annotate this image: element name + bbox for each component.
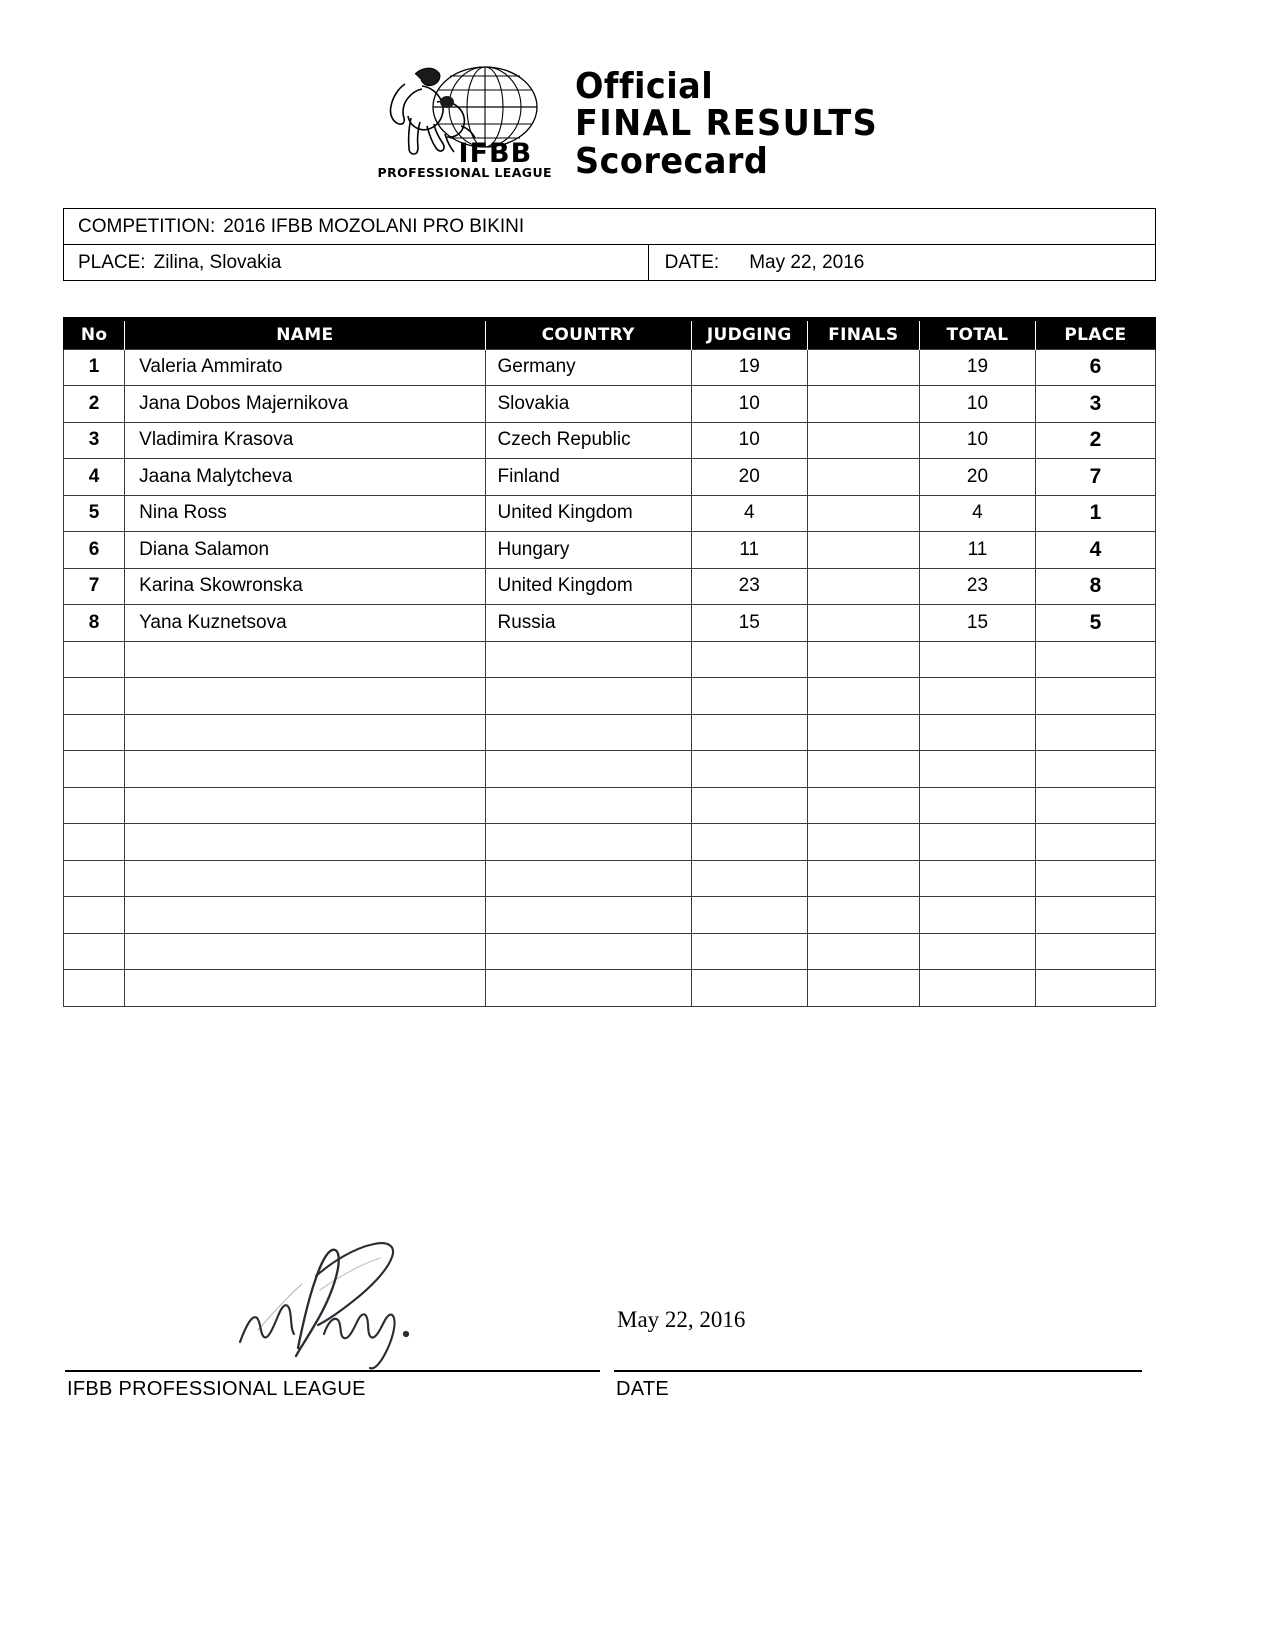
signature-label-league: IFBB PROFESSIONAL LEAGUE xyxy=(67,1378,366,1400)
table-row xyxy=(64,824,1156,861)
table-row xyxy=(64,459,1156,496)
title-line-official: Official xyxy=(574,65,713,107)
competition-value: 2016 IFBB MOZOLANI PRO BIKINI xyxy=(223,215,525,237)
column-header-finals: FINALS xyxy=(807,319,919,349)
cell-finals xyxy=(807,386,919,423)
column-header-no: No xyxy=(64,319,125,349)
competition-label: COMPETITION: xyxy=(78,215,216,237)
cell-country xyxy=(485,860,691,897)
document-header xyxy=(0,58,1275,188)
cell-no: 2 xyxy=(64,386,125,423)
cell-judging: 19 xyxy=(691,349,807,386)
cell-name xyxy=(125,933,485,970)
cell-name: Nina Ross xyxy=(125,495,485,532)
cell-name: Karina Skowronska xyxy=(125,568,485,605)
cell-name: Jana Dobos Majernikova xyxy=(125,386,485,423)
table-row xyxy=(64,532,1156,569)
column-header-judging: JUDGING xyxy=(691,319,807,349)
cell-name: Valeria Ammirato xyxy=(125,349,485,386)
column-header-total: TOTAL xyxy=(920,319,1036,349)
cell-name xyxy=(125,860,485,897)
cell-total: 10 xyxy=(920,386,1036,423)
cell-total xyxy=(920,970,1036,1007)
cell-judging: 11 xyxy=(691,532,807,569)
cell-no xyxy=(64,641,125,678)
cell-finals xyxy=(807,787,919,824)
table-row xyxy=(64,641,1156,678)
cell-name: Jaana Malytcheva xyxy=(125,459,485,496)
cell-name: Vladimira Krasova xyxy=(125,422,485,459)
cell-place xyxy=(1035,824,1155,861)
cell-finals xyxy=(807,568,919,605)
cell-no xyxy=(64,824,125,861)
cell-total xyxy=(920,897,1036,934)
signature-line-date xyxy=(614,1370,1142,1372)
cell-total: 4 xyxy=(920,495,1036,532)
competition-cell xyxy=(64,209,1155,244)
cell-name xyxy=(125,714,485,751)
table-body xyxy=(64,349,1156,1006)
signature-label-date: DATE xyxy=(616,1378,670,1400)
cell-place: 3 xyxy=(1035,386,1155,423)
cell-no: 7 xyxy=(64,568,125,605)
cell-country: Germany xyxy=(485,349,691,386)
cell-total: 10 xyxy=(920,422,1036,459)
cell-judging xyxy=(691,714,807,751)
cell-place xyxy=(1035,641,1155,678)
cell-name xyxy=(125,897,485,934)
table-row xyxy=(64,605,1156,642)
cell-no xyxy=(64,751,125,788)
cell-place xyxy=(1035,970,1155,1007)
table-row xyxy=(64,714,1156,751)
cell-judging: 20 xyxy=(691,459,807,496)
cell-judging xyxy=(691,678,807,715)
cell-no xyxy=(64,933,125,970)
results-table xyxy=(63,317,1156,1007)
cell-judging xyxy=(691,897,807,934)
cell-judging xyxy=(691,860,807,897)
cell-country xyxy=(485,641,691,678)
cell-finals xyxy=(807,641,919,678)
cell-no xyxy=(64,860,125,897)
cell-finals xyxy=(807,495,919,532)
cell-finals xyxy=(807,714,919,751)
cell-total xyxy=(920,860,1036,897)
cell-judging xyxy=(691,641,807,678)
cell-name: Diana Salamon xyxy=(125,532,485,569)
cell-no xyxy=(64,970,125,1007)
date-label: DATE: xyxy=(664,251,720,273)
cell-total xyxy=(920,678,1036,715)
cell-total: 15 xyxy=(920,605,1036,642)
cell-no: 8 xyxy=(64,605,125,642)
logo-ifbb-text: IFBB xyxy=(458,138,533,169)
cell-name xyxy=(125,824,485,861)
competition-row xyxy=(64,209,1155,245)
table-row xyxy=(64,568,1156,605)
cell-name xyxy=(125,970,485,1007)
cell-place xyxy=(1035,678,1155,715)
cell-total xyxy=(920,933,1036,970)
table-row xyxy=(64,897,1156,934)
cell-judging: 23 xyxy=(691,568,807,605)
cell-name xyxy=(125,641,485,678)
cell-place: 5 xyxy=(1035,605,1155,642)
cell-place xyxy=(1035,751,1155,788)
place-label: PLACE: xyxy=(78,251,146,273)
cell-finals xyxy=(807,532,919,569)
cell-total xyxy=(920,824,1036,861)
cell-country: Hungary xyxy=(485,532,691,569)
table-row xyxy=(64,495,1156,532)
cell-place xyxy=(1035,897,1155,934)
cell-place: 6 xyxy=(1035,349,1155,386)
competition-info-box xyxy=(63,208,1156,281)
cell-total xyxy=(920,641,1036,678)
cell-country xyxy=(485,933,691,970)
cell-no: 5 xyxy=(64,495,125,532)
cell-finals xyxy=(807,933,919,970)
cell-finals xyxy=(807,860,919,897)
cell-no: 6 xyxy=(64,532,125,569)
cell-country xyxy=(485,970,691,1007)
cell-place xyxy=(1035,787,1155,824)
cell-place xyxy=(1035,933,1155,970)
column-header-country: COUNTRY xyxy=(485,319,691,349)
handwritten-signature xyxy=(228,1230,588,1370)
cell-finals xyxy=(807,422,919,459)
cell-country xyxy=(485,678,691,715)
table-row xyxy=(64,751,1156,788)
logo-league-text: PROFESSIONAL LEAGUE xyxy=(377,165,552,180)
cell-finals xyxy=(807,678,919,715)
cell-no: 3 xyxy=(64,422,125,459)
cell-place: 8 xyxy=(1035,568,1155,605)
cell-judging: 10 xyxy=(691,422,807,459)
place-cell xyxy=(64,245,648,280)
cell-place: 4 xyxy=(1035,532,1155,569)
column-header-place: PLACE xyxy=(1035,319,1155,349)
cell-no xyxy=(64,897,125,934)
cell-total: 19 xyxy=(920,349,1036,386)
cell-name xyxy=(125,678,485,715)
cell-country: United Kingdom xyxy=(485,568,691,605)
cell-name xyxy=(125,787,485,824)
cell-country: Slovakia xyxy=(485,386,691,423)
cell-country xyxy=(485,897,691,934)
cell-total xyxy=(920,751,1036,788)
cell-place: 1 xyxy=(1035,495,1155,532)
cell-no: 4 xyxy=(64,459,125,496)
cell-judging: 4 xyxy=(691,495,807,532)
cell-judging xyxy=(691,933,807,970)
cell-country xyxy=(485,751,691,788)
date-value: May 22, 2016 xyxy=(749,251,865,273)
place-value: Zilina, Slovakia xyxy=(153,251,282,273)
cell-place: 2 xyxy=(1035,422,1155,459)
cell-place xyxy=(1035,714,1155,751)
cell-judging xyxy=(691,787,807,824)
column-header-name: NAME xyxy=(125,319,485,349)
cell-no xyxy=(64,787,125,824)
ifbb-logo xyxy=(375,62,553,184)
signature-line-league xyxy=(65,1370,600,1372)
table-row xyxy=(64,386,1156,423)
cell-name xyxy=(125,751,485,788)
cell-finals xyxy=(807,970,919,1007)
table-row xyxy=(64,349,1156,386)
cell-finals xyxy=(807,459,919,496)
place-date-row xyxy=(64,245,1155,280)
cell-name: Yana Kuznetsova xyxy=(125,605,485,642)
cell-finals xyxy=(807,349,919,386)
cell-no xyxy=(64,714,125,751)
cell-finals xyxy=(807,605,919,642)
cell-judging xyxy=(691,751,807,788)
title-line-scorecard: Scorecard xyxy=(574,140,768,182)
cell-total: 23 xyxy=(920,568,1036,605)
cell-place: 7 xyxy=(1035,459,1155,496)
cell-country: Czech Republic xyxy=(485,422,691,459)
cell-total: 20 xyxy=(920,459,1036,496)
cell-country: United Kingdom xyxy=(485,495,691,532)
table-row xyxy=(64,422,1156,459)
cell-country xyxy=(485,787,691,824)
cell-finals xyxy=(807,824,919,861)
cell-place xyxy=(1035,860,1155,897)
table-row xyxy=(64,787,1156,824)
table-row xyxy=(64,933,1156,970)
cell-no: 1 xyxy=(64,349,125,386)
table-row xyxy=(64,860,1156,897)
cell-judging xyxy=(691,970,807,1007)
signature-area xyxy=(0,1230,1275,1430)
cell-country: Russia xyxy=(485,605,691,642)
cell-finals xyxy=(807,897,919,934)
document-title xyxy=(575,66,901,180)
cell-country: Finland xyxy=(485,459,691,496)
table-header-row xyxy=(64,319,1156,349)
cell-judging: 10 xyxy=(691,386,807,423)
signature-date: May 22, 2016 xyxy=(617,1307,746,1332)
cell-finals xyxy=(807,751,919,788)
cell-country xyxy=(485,824,691,861)
table-row xyxy=(64,678,1156,715)
cell-total: 11 xyxy=(920,532,1036,569)
cell-judging: 15 xyxy=(691,605,807,642)
table-row xyxy=(64,970,1156,1007)
title-line-final-results: FINAL RESULTS xyxy=(574,103,878,145)
cell-no xyxy=(64,678,125,715)
cell-country xyxy=(485,714,691,751)
date-cell xyxy=(648,245,1155,280)
cell-total xyxy=(920,714,1036,751)
cell-total xyxy=(920,787,1036,824)
cell-judging xyxy=(691,824,807,861)
